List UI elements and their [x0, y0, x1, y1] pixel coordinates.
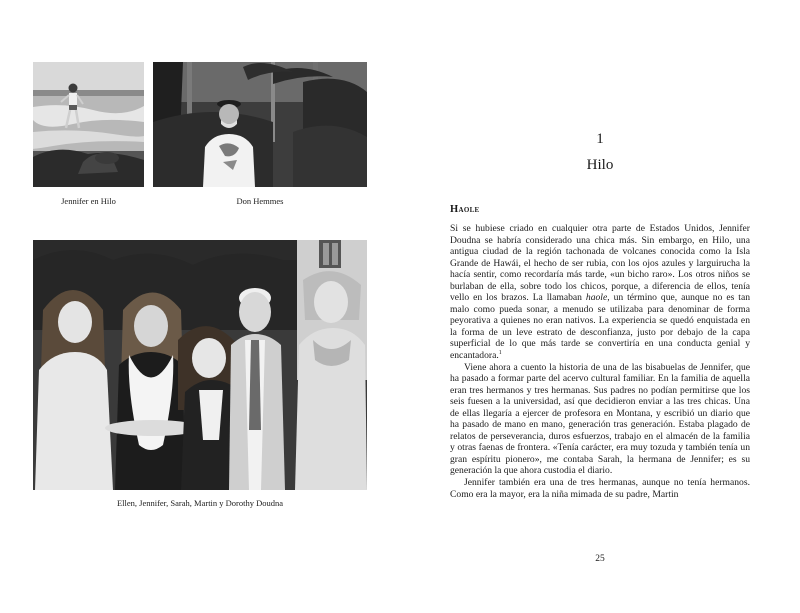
girl-on-rocks-photo [33, 62, 144, 187]
right-page [400, 0, 800, 613]
chapter-number: 1 [596, 131, 604, 147]
paragraph: Viene ahora a cuento la historia de una de las bisabuelas de Jennifer, que ha pasado a formar parte del acervo cultural familiar. En la familia de aquella eran tres hermanos y tres hermanas. Sus padres no podían permitirse que los seis fuesen a la universidad, así que decidieron enviar a las tres chicas. Una de ellas llegaría a ejercer de profesora en Montana, y escribió un diario que ha pasado de mano en mano, generación tras generación. Estaba plagado de relatos de perseverancia, duros esfuerzos, trabajo en el almacén de la familia y otras faenas de frontera. «Tenía carácter, era muy tozuda y también tenía un gran espíritu pionero», me contaba Sarah, la hermana de Jennifer; es su generación la que ahora custodia el diario. [450, 361, 750, 477]
man-in-jungle-photo [153, 62, 367, 187]
paragraph: Jennifer también era una de tres hermanas, aunque no tenía hermanos. Como era la mayor, era la niña mimada de su padre, Martin [450, 477, 750, 500]
footnote-marker[interactable]: 1 [498, 349, 502, 356]
chapter-title: Hilo [586, 157, 614, 173]
photo-caption: Jennifer en Hilo [61, 196, 116, 206]
family-group-photo [33, 240, 367, 490]
body-text [450, 223, 750, 500]
paragraph [450, 223, 750, 362]
section-heading: Haole [450, 204, 480, 215]
photo-caption: Ellen, Jennifer, Sarah, Martin y Dorothy Doudna [116, 498, 284, 508]
italic-term: haole [585, 292, 608, 304]
paragraph-text: , un término que, aunque no es tan malo como pueda sonar, a menudo se utilizaba para denominar de forma peyorativa a quienes no eran nativos. La experiencia se quedó enquistada en la forma de un leve estrato de desconfianza, justo por debajo de la capa superficial de lo que más tarde se convertiría en una conducta genial y encantadora. [450, 292, 750, 362]
page-number: 25 [595, 554, 605, 564]
paragraph-text: Si se hubiese criado en cualquier otra parte de Estados Unidos, Jennifer Doudna se habría considerado una chica más. Sin embargo, en Hilo, una antigua ciudad de la región tachonada de volcanes conocida como la Isla Grande de Hawái, el hecho de ser rubia, con los ojos azules y larguirucha la hacía sentir, como recordaría más tarde, «un bicho raro». Los otros niños se burlaban de ella, sobre todo los chicos, porque, a diferencia de ellos, tenía vello en los brazos. La llamaban [450, 223, 750, 304]
photo-caption: Don Hemmes [236, 196, 284, 206]
